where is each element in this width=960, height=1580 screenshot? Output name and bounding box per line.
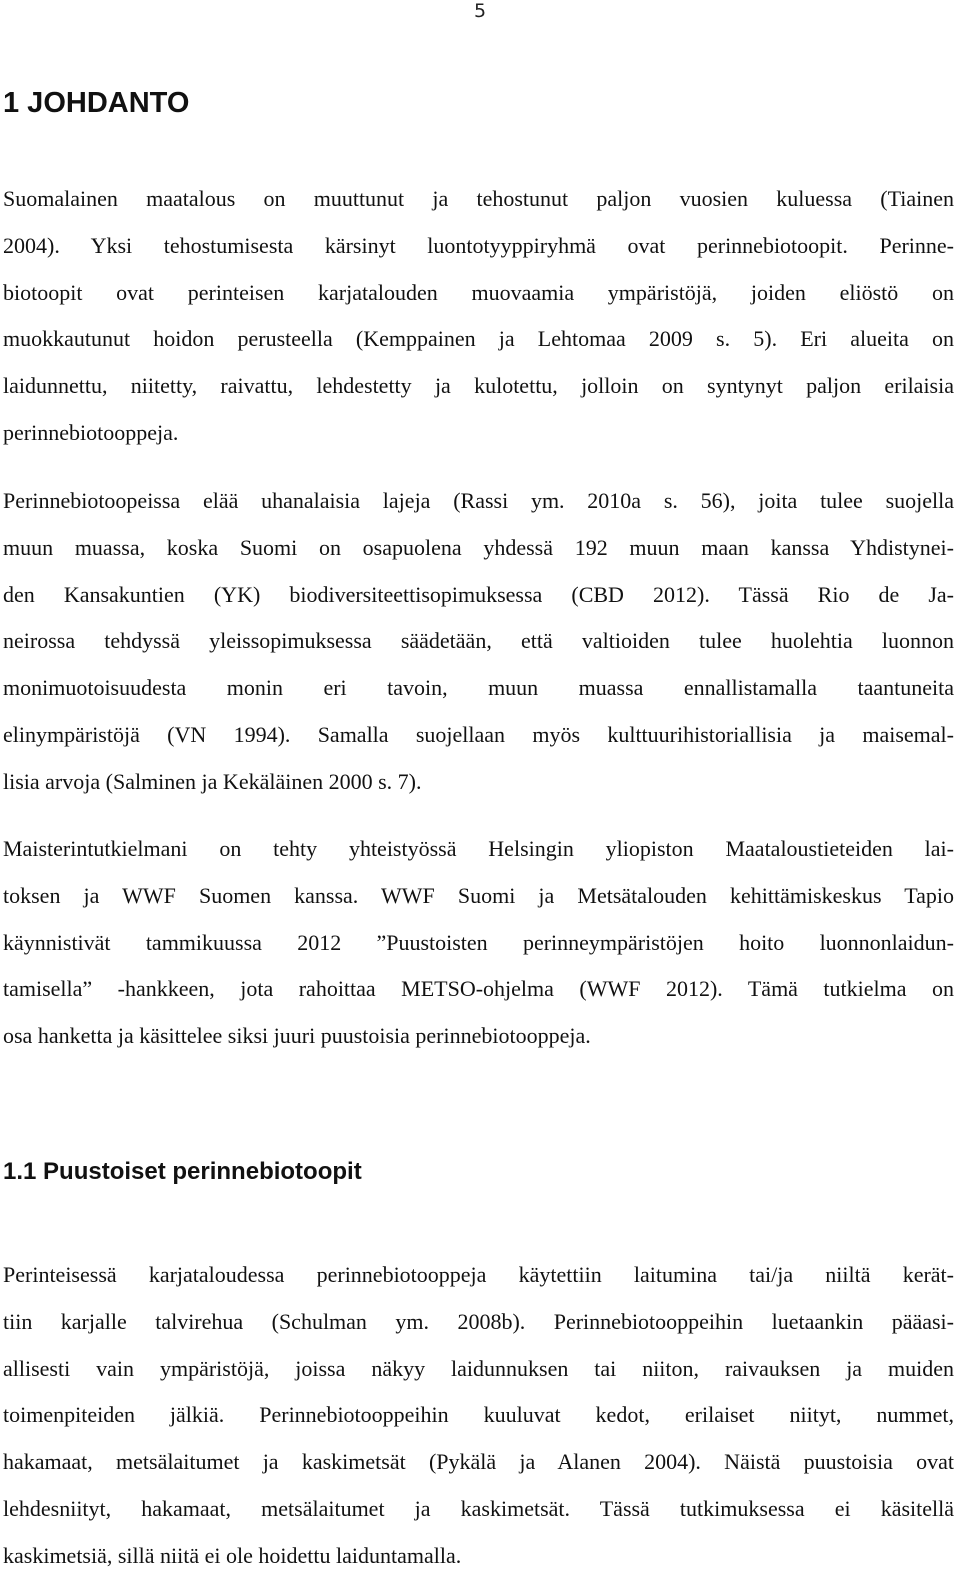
text-line: lisia arvoja (Salminen ja Kekäläinen 2000 s. 7). xyxy=(3,768,422,794)
text-line: allisesti vain ympäristöjä, joissa näkyy laidunnuksen tai niiton, raivauksen ja muiden xyxy=(3,1355,954,1381)
text-line: hakamaat, metsälaitumet ja kaskimetsät (Pykälä ja Alanen 2004). Näistä puustoisia ovat xyxy=(3,1449,954,1475)
text-line: muun muassa, koska Suomi on osapuolena yhdessä 192 muun maan kanssa Yhdistynei- xyxy=(3,534,954,560)
text-line: toimenpiteiden jälkiä. Perinnebiotooppeihin kuuluvat kedot, erilaiset niityt, nummet, xyxy=(3,1402,954,1428)
text-line: osa hanketta ja käsittelee siksi juuri puustoisia perinnebiotooppeja. xyxy=(3,1023,591,1049)
text-line: kaskimetsiä, sillä niitä ei ole hoidettu laiduntamalla. xyxy=(3,1542,462,1568)
text-line: perinnebiotooppeja. xyxy=(3,419,179,445)
section-heading: 1.1 Puustoiset perinnebiotoopit xyxy=(3,1158,362,1185)
paragraph-intro-1 xyxy=(3,176,954,457)
text-line: monimuotoisuudesta monin eri tavoin, muun muassa ennallistamalla taantuneita xyxy=(3,675,954,701)
text-line: Perinteisessä karjataloudessa perinnebiotooppeja käytettiin laitumina tai/ja niiltä kerät- xyxy=(3,1262,954,1287)
text-line: toksen ja WWF Suomen kanssa. WWF Suomi ja Metsätalouden kehittämiskeskus Tapio xyxy=(3,882,954,908)
text-line: laidunnettu, niitetty, raivattu, lehdestetty ja kulotettu, jolloin on syntynyt paljon erilaisia xyxy=(3,373,954,399)
chapter-heading: 1 JOHDANTO xyxy=(3,87,190,119)
text-line: neirossa tehdyssä yleissopimuksessa säädetään, että valtioiden tulee huolehtia luonnon xyxy=(3,628,954,654)
text-line: tamisella” -hankkeen, jota rahoittaa METSO-ohjelma (WWF 2012). Tämä tutkielma on xyxy=(3,976,954,1002)
text-line: Perinnebiotoopeissa elää uhanalaisia lajeja (Rassi ym. 2010a s. 56), joita tulee suojella xyxy=(3,488,954,513)
text-line: lehdesniityt, hakamaat, metsälaitumet ja kaskimetsät. Tässä tutkimuksessa ei käsitellä xyxy=(3,1495,954,1521)
text-line: muokkautunut hoidon perusteella (Kemppainen ja Lehtomaa 2009 s. 5). Eri alueita on xyxy=(3,326,954,352)
text-line: tiin karjalle talvirehua (Schulman ym. 2008b). Perinnebiotooppeihin luetaankin pääasi- xyxy=(3,1308,954,1334)
text-line: den Kansakuntien (YK) biodiversiteettisopimuksessa (CBD 2012). Tässä Rio de Ja- xyxy=(3,581,954,607)
text-line: biotoopit ovat perinteisen karjatalouden muovaamia ympäristöjä, joiden eliöstö on xyxy=(3,279,954,305)
text-line: Maisterintutkielmani on tehty yhteistyössä Helsingin yliopiston Maataloustieteiden lai- xyxy=(3,836,954,861)
page-number: 5 xyxy=(473,0,487,22)
text-line: 2004). Yksi tehostumisesta kärsinyt luontotyyppiryhmä ovat perinnebiotoopit. Perinne- xyxy=(3,232,954,258)
text-line: käynnistivät tammikuussa 2012 ”Puustoisten perinneympäristöjen hoito luonnonlaidun- xyxy=(3,929,954,955)
paragraph-intro-3 xyxy=(3,826,954,1060)
paragraph-intro-2 xyxy=(3,478,954,806)
text-line: Suomalainen maatalous on muuttunut ja tehostunut paljon vuosien kuluessa (Tiainen xyxy=(3,186,954,211)
text-line: elinympäristöjä (VN 1994). Samalla suojellaan myös kulttuurihistoriallisia ja maisemal- xyxy=(3,721,954,747)
paragraph-section-1 xyxy=(3,1252,954,1580)
